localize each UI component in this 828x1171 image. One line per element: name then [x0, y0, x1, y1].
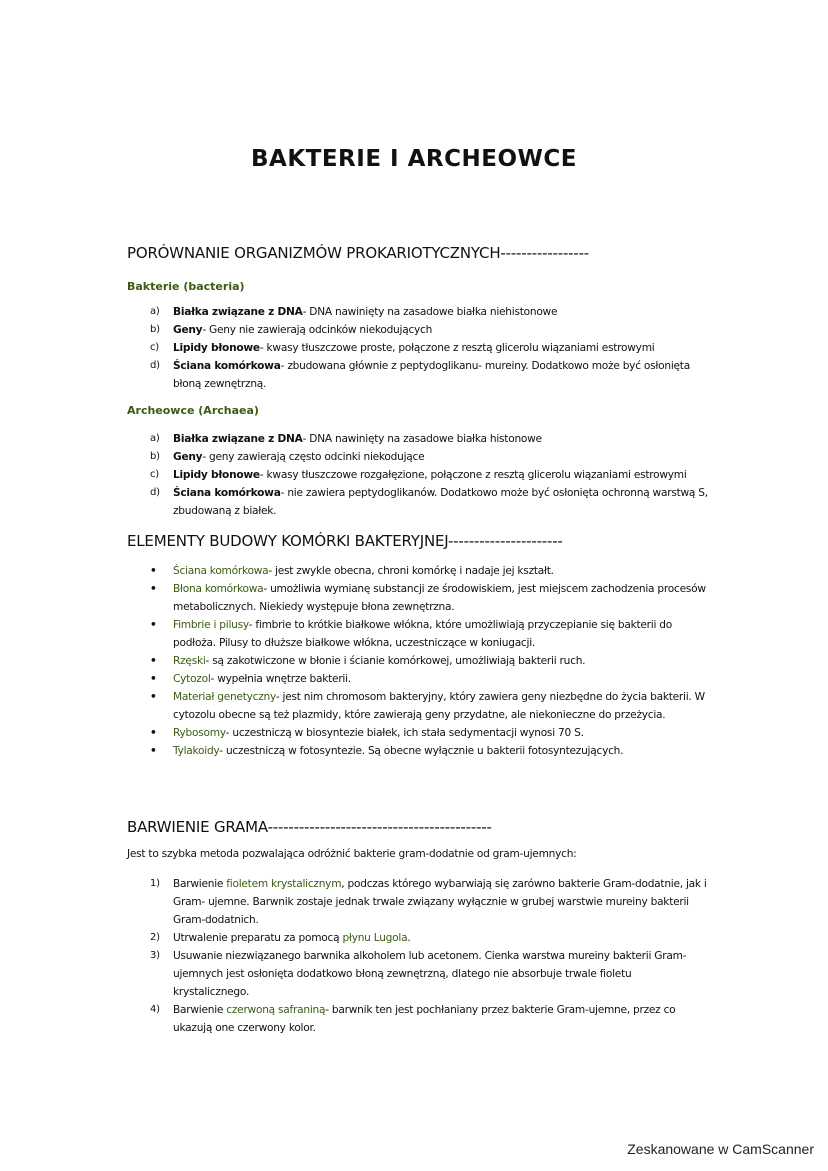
term: Materiał genetyczny	[173, 691, 276, 703]
list-item-text	[173, 562, 554, 580]
definition: - DNA nawinięty na zasadowe białka histonowe	[302, 433, 542, 445]
list-marker: 4)	[150, 1004, 160, 1015]
list-marker: c)	[150, 469, 159, 480]
list-item	[150, 321, 710, 339]
list-item-text	[173, 947, 710, 1001]
list-item	[150, 670, 710, 688]
subheading-archaea: Archeowce (Archaea)	[127, 404, 259, 417]
term: płynu Lugola	[342, 932, 408, 944]
bacteria-list	[150, 303, 710, 393]
list-item	[150, 484, 710, 520]
text-post: , podczas którego wybarwiają się zarówno bakterie Gram-dodatnie, jak i Gram- ujemne. Barwnik zostaje jednak trwale związany wyłącznie w grubej warstwie mureiny bakterii Gram-dodatnich.	[173, 878, 707, 926]
list-marker: d)	[150, 487, 160, 498]
text-pre: Barwienie	[173, 878, 227, 890]
bullet-icon: •	[150, 655, 157, 667]
list-item-text	[173, 875, 710, 929]
definition: - geny zawierają często odcinki niekodujące	[202, 451, 425, 463]
list-marker: d)	[150, 360, 160, 371]
list-item-text	[173, 652, 585, 670]
definition: - umożliwia wymianę substancji ze środowiskiem, jest miejscem zachodzenia procesów metabolicznych. Niekiedy występuje błona zewnętrzna.	[173, 583, 706, 613]
list-item-text	[173, 484, 710, 520]
list-item-text	[173, 670, 351, 688]
bullet-icon: •	[150, 565, 157, 577]
section-heading-comparison	[127, 244, 707, 262]
definition: - wypełnia wnętrze bakterii.	[210, 673, 351, 685]
section-heading-cell-elements	[127, 532, 707, 550]
definition: - uczestniczą w fotosyntezie. Są obecne wyłącznie u bakterii fotosyntezujących.	[219, 745, 624, 757]
document-title: BAKTERIE I ARCHEOWCE	[251, 146, 577, 172]
list-item	[150, 947, 710, 1001]
term: Tylakoidy	[173, 745, 220, 757]
definition: - uczestniczą w biosyntezie białek, ich stała sedymentacji wynosi 70 S.	[225, 727, 584, 739]
bullet-icon: •	[150, 583, 157, 595]
list-item	[150, 562, 710, 580]
list-marker: b)	[150, 324, 160, 335]
definition: - kwasy tłuszczowe rozgałęzione, połączone z resztą glicerolu wiązaniami estrowymi	[259, 469, 687, 481]
list-item-text	[173, 580, 710, 616]
list-marker: b)	[150, 451, 160, 462]
definition: - kwasy tłuszczowe proste, połączone z resztą glicerolu wiązaniami estrowymi	[259, 342, 655, 354]
list-item-text	[173, 616, 710, 652]
term: Fimbrie i pilusy	[173, 619, 249, 631]
term: fioletem krystalicznym	[226, 878, 342, 890]
term: Cytozol	[173, 673, 211, 685]
list-item-text	[173, 688, 710, 724]
list-marker: a)	[150, 306, 160, 317]
list-item	[150, 875, 710, 929]
archaea-list	[150, 430, 710, 520]
heading-dashes: -----------------	[500, 244, 590, 262]
scanner-watermark: Zeskanowane w CamScanner	[627, 1141, 814, 1157]
term: Rzęski	[173, 655, 206, 667]
bullet-icon: •	[150, 691, 157, 703]
definition: - nie zawiera peptydoglikanów. Dodatkowo może być osłonięta ochronną warstwą S, zbudowaną z białek.	[173, 487, 708, 517]
definition: - zbudowana głównie z peptydoglikanu- mureiny. Dodatkowo może być osłonięta błoną zewnętrzną.	[173, 360, 690, 390]
list-item-text	[173, 466, 687, 484]
list-item	[150, 616, 710, 652]
list-item	[150, 1001, 710, 1037]
list-item-text	[173, 742, 623, 760]
term: Rybosomy	[173, 727, 226, 739]
bullet-icon: •	[150, 745, 157, 757]
list-item-text	[173, 448, 424, 466]
list-marker: a)	[150, 433, 160, 444]
list-marker: 2)	[150, 932, 160, 943]
list-item-text	[173, 1001, 710, 1037]
bullet-icon: •	[150, 619, 157, 631]
term: Lipidy błonowe	[173, 342, 260, 354]
text-post: .	[407, 932, 411, 944]
list-item	[150, 929, 710, 947]
text-pre: Utrwalenie preparatu za pomocą	[173, 932, 343, 944]
gram-steps-list	[150, 875, 710, 1037]
list-item	[150, 357, 710, 393]
term: Białka związane z DNA	[173, 433, 303, 445]
heading-dashes: -------------------------------------------	[267, 818, 492, 836]
list-item	[150, 742, 710, 760]
subheading-bacteria: Bakterie (bacteria)	[127, 280, 245, 293]
term: Geny	[173, 451, 203, 463]
list-marker: 1)	[150, 878, 160, 889]
list-item	[150, 580, 710, 616]
heading-text: PORÓWNANIE ORGANIZMÓW PROKARIOTYCZNYCH	[127, 244, 501, 262]
section-heading-gram-staining	[127, 818, 707, 836]
definition: - Geny nie zawierają odcinków niekodujących	[202, 324, 433, 336]
term: czerwoną safraniną	[226, 1004, 326, 1016]
term: Ściana komórkowa	[173, 360, 281, 372]
term: Lipidy błonowe	[173, 469, 260, 481]
list-item	[150, 448, 710, 466]
text-pre: Usuwanie niezwiązanego barwnika alkoholem lub acetonem. Cienka warstwa mureiny bakterii Gram-ujemnych jest osłonięta dodatkowo błoną zewnętrzną, dlatego nie absorbuje trwale fioletu krystalicznego.	[173, 950, 687, 998]
term: Geny	[173, 324, 203, 336]
definition: - DNA nawinięty na zasadowe białka niehistonowe	[302, 306, 558, 318]
list-item	[150, 688, 710, 724]
list-marker: c)	[150, 342, 159, 353]
list-item-text	[173, 430, 542, 448]
term: Ściana komórkowa	[173, 487, 281, 499]
bullet-icon: •	[150, 727, 157, 739]
list-item-text	[173, 357, 710, 393]
list-item-text	[173, 303, 557, 321]
list-item-text	[173, 339, 654, 357]
definition: - jest zwykle obecna, chroni komórkę i nadaje jej kształt.	[268, 565, 554, 577]
list-item-text	[173, 724, 584, 742]
list-item	[150, 303, 710, 321]
cell-elements-list	[150, 562, 710, 760]
heading-text: BARWIENIE GRAMA	[127, 818, 268, 836]
list-item	[150, 339, 710, 357]
term: Białka związane z DNA	[173, 306, 303, 318]
term: Błona komórkowa	[173, 583, 264, 595]
list-item	[150, 652, 710, 670]
heading-text: ELEMENTY BUDOWY KOMÓRKI BAKTERYJNEJ	[127, 532, 448, 550]
term: Ściana komórkowa	[173, 565, 269, 577]
list-item-text	[173, 321, 432, 339]
definition: - fimbrie to krótkie białkowe włókna, które umożliwiają przyczepianie się bakterii do podłoża. Pilusy to dłuższe białkowe włókna, uczestniczące w koniugacji.	[173, 619, 672, 649]
list-item-text	[173, 929, 410, 947]
text-pre: Barwienie	[173, 1004, 227, 1016]
list-item	[150, 430, 710, 448]
bullet-icon: •	[150, 673, 157, 685]
definition: - są zakotwiczone w błonie i ścianie komórkowej, umożliwiają bakterii ruch.	[205, 655, 586, 667]
gram-intro: Jest to szybka metoda pozwalająca odróżnić bakterie gram-dodatnie od gram-ujemnych:	[127, 848, 577, 860]
list-item	[150, 724, 710, 742]
definition: - jest nim chromosom bakteryjny, który zawiera geny niezbędne do życia bakterii. W cytozolu obecne są też plazmidy, które zawierają geny przydatne, ale niekonieczne do przeżycia.	[173, 691, 705, 721]
text-post: - barwnik ten jest pochłaniany przez bakterie Gram-ujemne, przez co ukazują one czerwony kolor.	[173, 1004, 676, 1034]
list-marker: 3)	[150, 950, 160, 961]
list-item	[150, 466, 710, 484]
heading-dashes: ----------------------	[447, 532, 563, 550]
